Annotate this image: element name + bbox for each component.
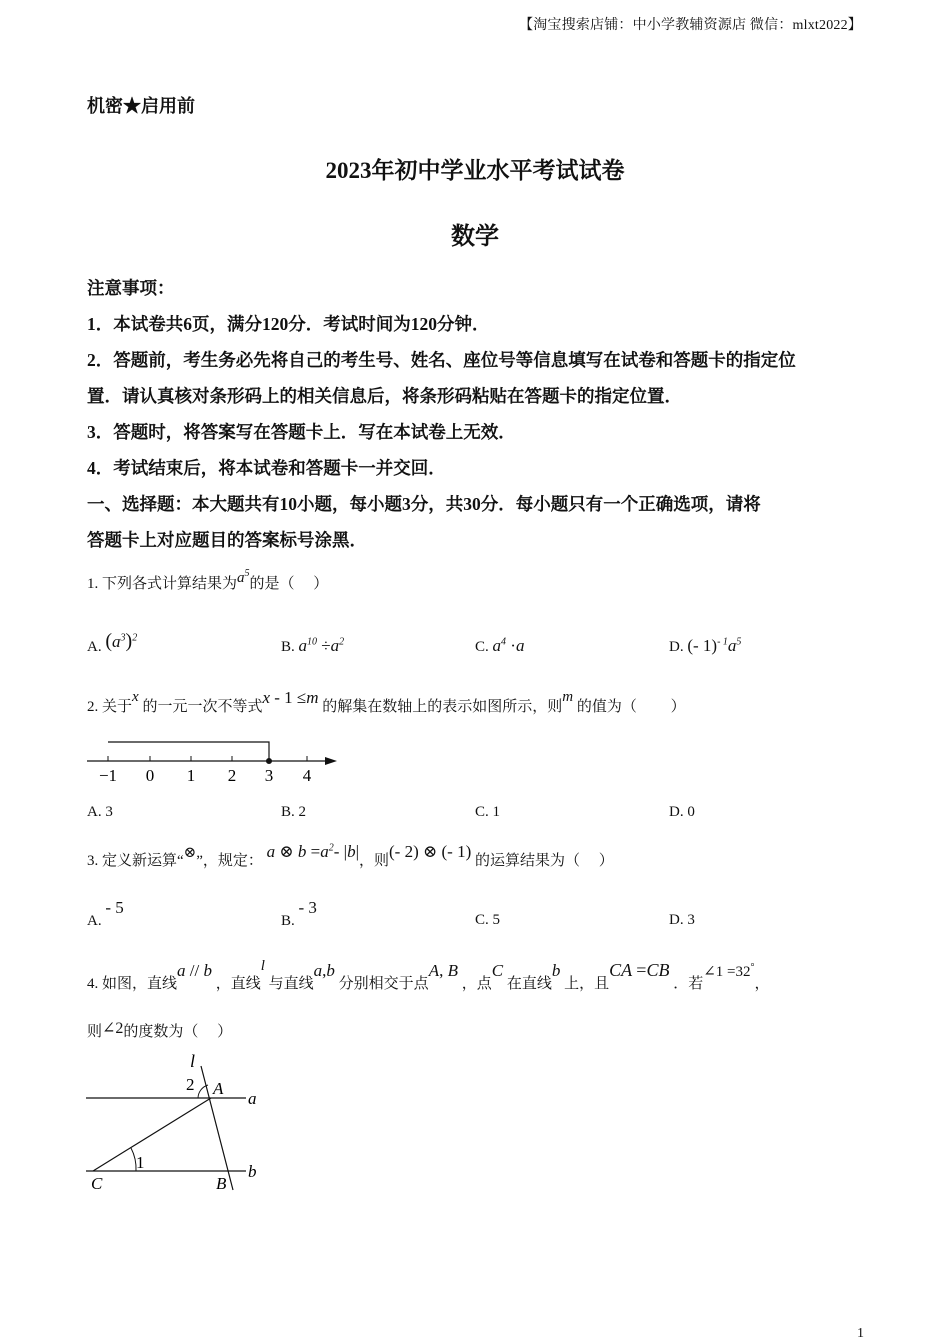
q3-option-c: C. 5 <box>475 912 501 928</box>
question-4-stem <box>87 958 770 993</box>
q1-option-b-math: $a^{10} \div a^2$ <box>298 636 345 655</box>
number-line-ticks <box>108 756 307 761</box>
q3-math-otimes: ⊗ <box>183 845 197 861</box>
label-point-a: A <box>213 1079 224 1098</box>
q3-option-d: D. 3 <box>669 912 695 928</box>
question-1-stem <box>87 568 328 593</box>
tick-label: 4 <box>302 766 312 785</box>
note-item: 2．答题前，考生务必先将自己的考生号、姓名、座位号等信息填写在试卷和答题卡的指定位 <box>87 350 796 370</box>
label-line-b: b <box>248 1162 257 1181</box>
label-point-c: C <box>91 1174 103 1193</box>
label-angle-1: 1 <box>136 1153 145 1172</box>
option-label: A. <box>87 639 102 655</box>
note-item: 置．请认真核对条形码上的相关信息后，将条形码粘贴在答题卡的指定位置． <box>87 386 682 406</box>
note-item: 4．考试结束后，将本试卷和答题卡一并交回． <box>87 458 446 478</box>
q3-option-b-value: - 3 <box>298 898 317 917</box>
option-label: A. <box>87 913 102 929</box>
option-label: C. <box>475 639 489 655</box>
exam-title: 2023年初中学业水平考试试卷 <box>325 158 625 183</box>
q1-option-c-math: $a^4 \cdot a$ <box>492 636 525 655</box>
number-line-figure <box>85 735 345 790</box>
q4-text: 则 <box>87 1024 103 1040</box>
q1-text-pre: 1. 下列各式计算结果为 <box>87 576 238 592</box>
q1-option-a <box>87 630 137 656</box>
q1-option-d-math: (- $1)^{- 1}a^5$ <box>687 636 742 655</box>
q4-math-angle1: ∠1 =32° <box>703 962 755 980</box>
note-item: 1．本试卷共6页，满分120分．考试时间为120分钟． <box>87 314 490 334</box>
q4-text: ，点 <box>461 976 492 992</box>
q4-text: ．若 <box>673 976 704 992</box>
q3-option-b <box>281 898 317 930</box>
label-point-b: B <box>216 1174 227 1193</box>
tick-label: 2 <box>227 766 237 785</box>
q4-math-points: A, B <box>428 961 458 980</box>
q1-option-d <box>669 636 741 656</box>
q1-option-c <box>475 636 524 656</box>
q1-text-post: 的是（ ） <box>249 576 329 592</box>
q3-math-expression: (- 2) ⊗ (- 1) <box>389 842 472 861</box>
subject-title: 数学 <box>451 224 499 250</box>
tick-label: 1 <box>186 766 196 785</box>
note-item: 3．答题时，将答案写在答题卡上．写在本试卷上无效． <box>87 422 516 442</box>
q2-option-c: C. 1 <box>475 804 501 820</box>
q2-math-x: x <box>132 689 139 705</box>
q4-text: 与直线 <box>268 976 314 992</box>
question-4-stem-line2 <box>87 1018 232 1041</box>
page-number: 1 <box>857 1326 864 1341</box>
q2-option-a: A. 3 <box>87 804 113 820</box>
q4-text: ， <box>754 976 770 992</box>
q2-option-d: D. 0 <box>669 804 695 820</box>
q4-math-l: l <box>260 958 265 974</box>
q2-math-inequality: x - 1 ≤m <box>262 688 319 707</box>
q4-math-parallel: a // b <box>177 961 212 980</box>
q1-math-a5: $a^5$ <box>237 568 250 586</box>
q4-text: 的度数为（ ） <box>123 1024 233 1040</box>
question-3-stem <box>87 842 614 870</box>
q4-math-b: b <box>551 961 561 980</box>
q2-text-post: 的值为（ ） <box>576 699 686 715</box>
option-label: D. <box>669 639 684 655</box>
q2-text-mid2: 的解集在数轴上的表示如图所示，则 <box>322 699 563 715</box>
q1-option-b <box>281 636 344 656</box>
tick-label: 0 <box>145 766 155 785</box>
q2-text-mid1: 的一元一次不等式 <box>142 699 263 715</box>
q3-text-pre: 3. 定义新运算“ <box>87 853 184 869</box>
question-2-stem <box>87 688 686 716</box>
q2-text-pre: 2. 关于 <box>87 699 133 715</box>
tick-label: −1 <box>98 766 118 785</box>
q3-option-a-value: - 5 <box>105 898 124 917</box>
section-heading-line1: 一、选择题：本大题共有10小题，每小题3分，共30分．每小题只有一个正确选项，请将 <box>87 494 761 514</box>
shop-header: 【淘宝搜索店铺：中小学教辅资源店 微信：mlxt2022】 <box>519 18 862 33</box>
q4-text: 4. 如图，直线 <box>87 976 178 992</box>
number-line-arrow <box>325 757 337 765</box>
label-l: l <box>190 1051 196 1071</box>
q3-math-definition: a ⊗ $b =a^2-$ |b| <box>266 842 359 861</box>
tick-label: 3 <box>264 766 274 785</box>
secret-label: 机密★启用前 <box>87 96 195 116</box>
q2-math-m: m <box>562 689 574 705</box>
geometry-figure <box>84 1048 274 1198</box>
q4-math-ab: a,b <box>313 961 335 980</box>
q3-text-mid1: ”，规定： <box>196 853 263 869</box>
solution-range-bracket <box>108 742 269 761</box>
notes-heading: 注意事项： <box>87 278 175 298</box>
option-label: B. <box>281 913 295 929</box>
segment-ca <box>93 1098 211 1171</box>
q3-text-post: 的运算结果为（ ） <box>474 853 614 869</box>
q4-math-ca-cb: CA =CB <box>609 960 670 980</box>
section-heading-line2: 答题卡上对应题目的答案标号涂黑． <box>87 530 367 550</box>
option-label: B. <box>281 639 295 655</box>
label-line-a: a <box>248 1089 257 1108</box>
q3-option-a <box>87 898 124 930</box>
q2-option-b: B. 2 <box>281 804 307 820</box>
q4-text: 在直线 <box>506 976 552 992</box>
q4-math-c: C <box>491 961 504 980</box>
q1-option-a-math: $(a^3)^2$ <box>105 630 138 652</box>
label-angle-2: 2 <box>186 1075 195 1094</box>
q4-math-angle2: ∠2 <box>102 1020 124 1037</box>
notes-section <box>87 270 867 558</box>
q4-text: ，直线 <box>215 976 261 992</box>
q4-text: 上，且 <box>564 976 610 992</box>
q4-text: 分别相交于点 <box>338 976 429 992</box>
q3-text-mid2: ，则 <box>359 853 390 869</box>
